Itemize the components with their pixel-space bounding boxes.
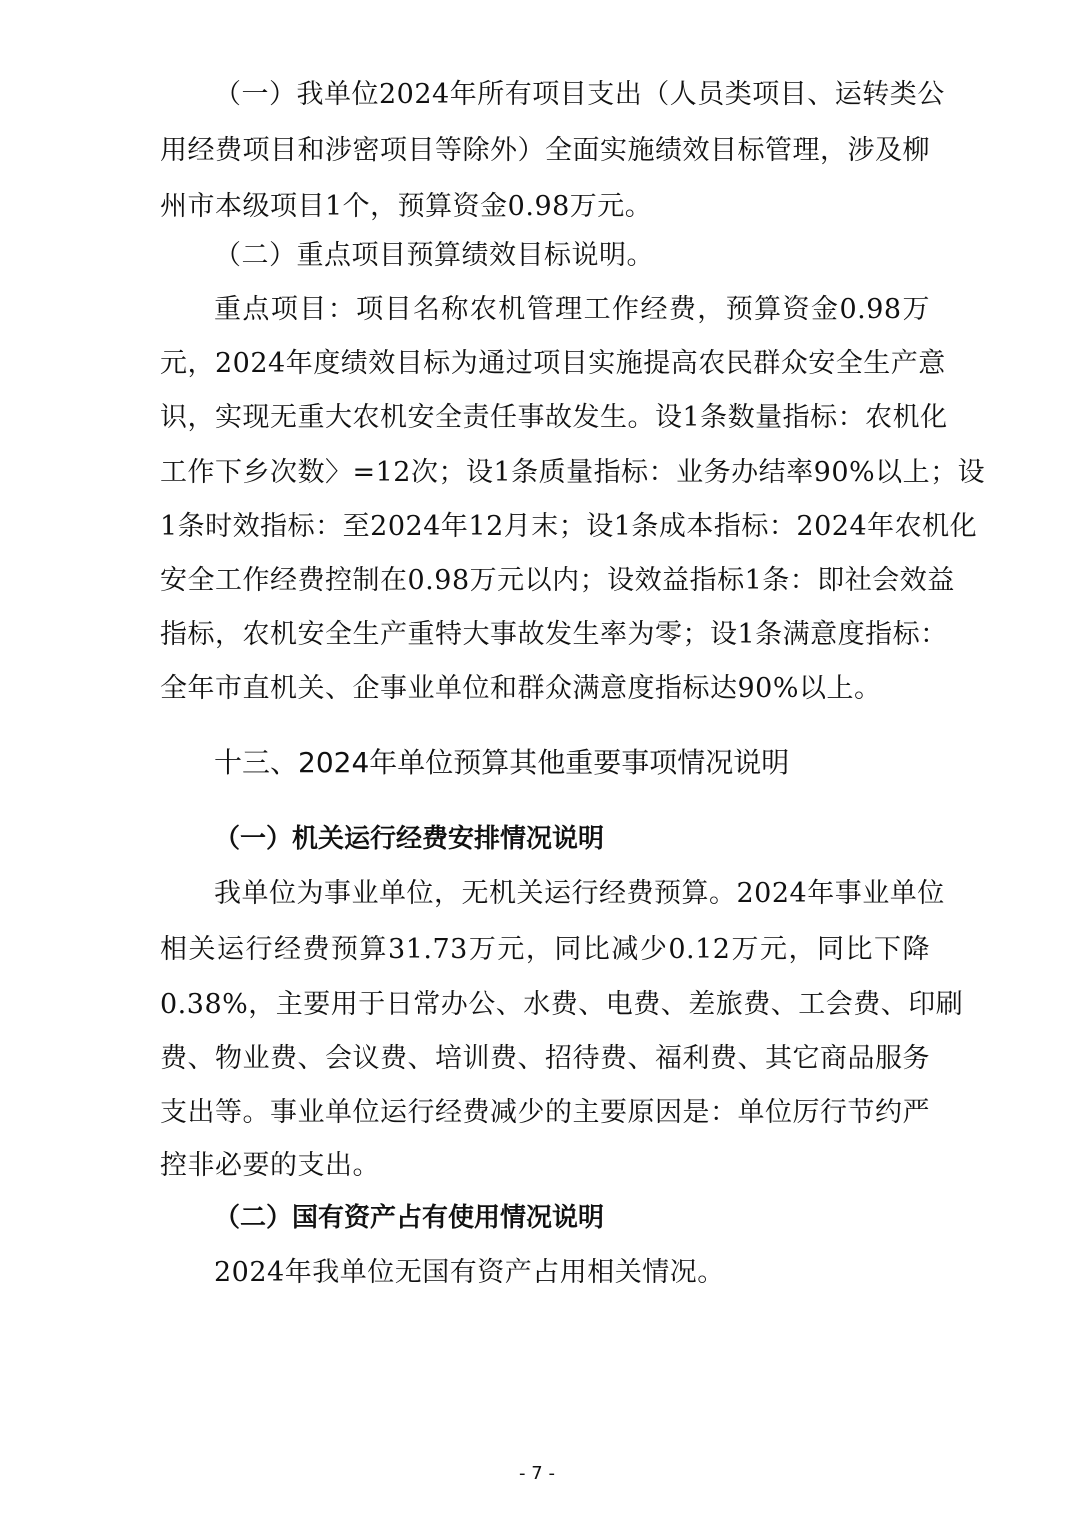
text-line: 全年市直机关、企事业单位和群众满意度指标达90%以上。 [160,673,882,704]
text-line: （一）我单位2024年所有项目支出（人员类项目、运转类公 [214,79,945,110]
text-line: 0.38%，主要用于日常办公、水费、电费、差旅费、工会费、印刷 [160,989,964,1020]
text-line: 识，实现无重大农机安全责任事故发生。设1条数量指标：农机化 [160,402,948,433]
text-line: 1条时效指标：至2024年12月末；设1条成本指标：2024年农机化 [160,511,978,542]
text-line: 费、物业费、会议费、培训费、招待费、福利费、其它商品服务 [160,1043,930,1074]
subheading-state-assets: （二）国有资产占有使用情况说明 [214,1203,605,1233]
text-line: （二）重点项目预算绩效目标说明。 [214,240,654,271]
text-line: 控非必要的支出。 [160,1150,380,1181]
subheading-operating-expenses: （一）机关运行经费安排情况说明 [214,824,605,854]
text-line: 指标，农机安全生产重特大事故发生率为零；设1条满意度指标： [160,619,948,650]
text-line: 元，2024年度绩效目标为通过项目实施提高农民群众安全生产意 [160,348,946,379]
text-line: 工作下乡次数〉=12次；设1条质量指标：业务办结率90%以上；设 [160,457,986,488]
text-line: 安全工作经费控制在0.98万元以内；设效益指标1条：即社会效益 [160,565,955,596]
text-line: 我单位为事业单位，无机关运行经费预算。2024年事业单位 [214,878,945,909]
text-line: 支出等。事业单位运行经费减少的主要原因是：单位厉行节约严 [160,1097,930,1128]
text-line: 相关运行经费预算31.73万元，同比减少0.12万元，同比下降 [160,934,930,965]
text-line: 用经费项目和涉密项目等除外）全面实施绩效目标管理，涉及柳 [160,135,930,166]
text-line: 2024年我单位无国有资产占用相关情况。 [214,1257,725,1288]
text-line: 州市本级项目1个，预算资金0.98万元。 [160,191,653,222]
page-number: - 7 - [519,1463,555,1484]
text-line: 重点项目：项目名称农机管理工作经费，预算资金0.98万 [214,294,930,325]
section-heading: 十三、2024年单位预算其他重要事项情况说明 [214,746,790,779]
